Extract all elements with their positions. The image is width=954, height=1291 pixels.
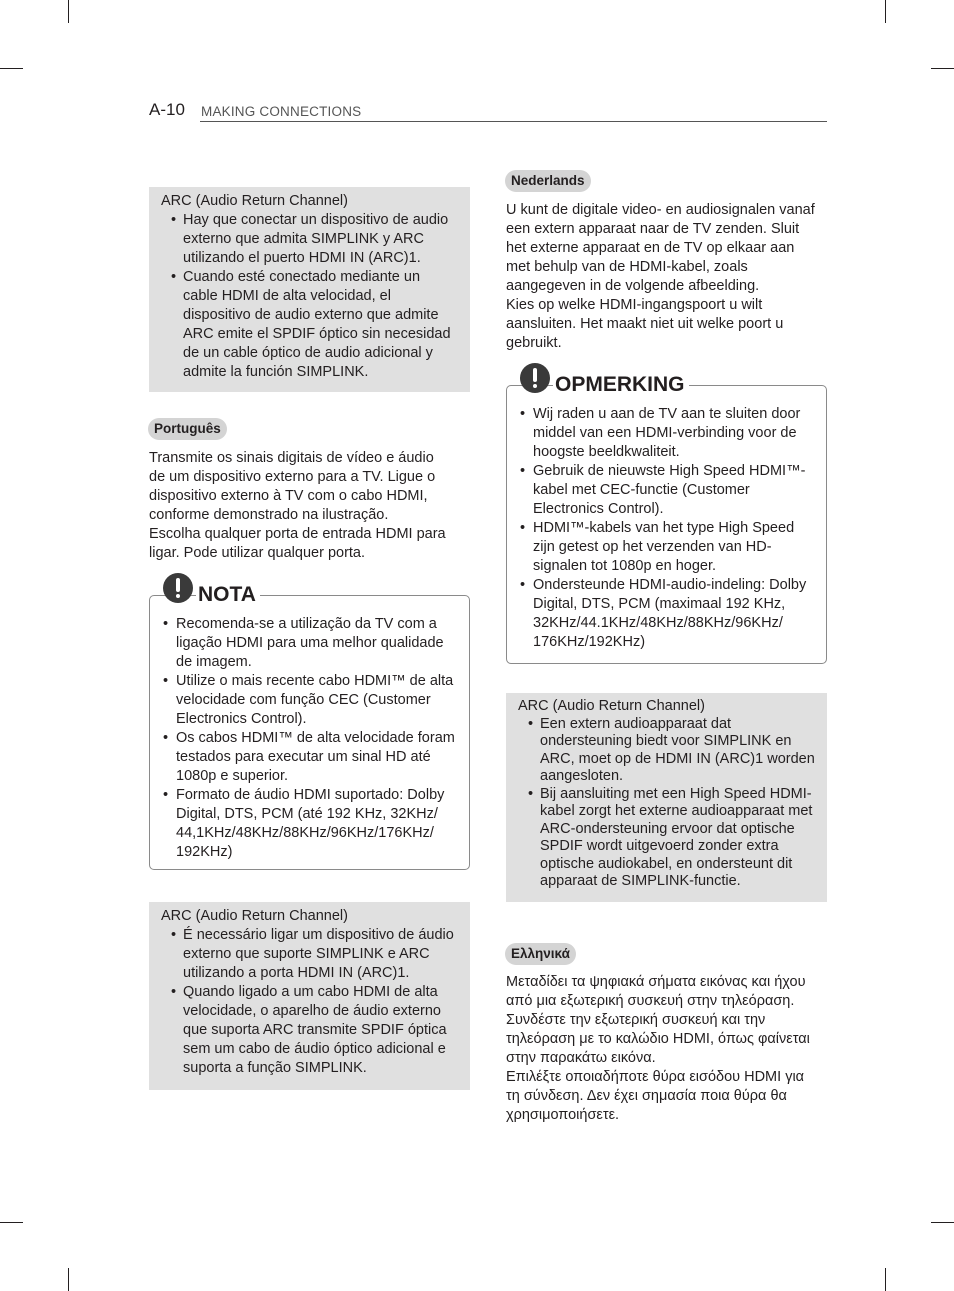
- crop-mark: [931, 1222, 954, 1223]
- crop-mark: [885, 0, 886, 23]
- list-item: • É necessário ligar um dispositivo de áudio externo que suporte SIMPLINK e ARC utilizando a porta HDMI IN (ARC)1.: [161, 926, 458, 983]
- arc-box-title: ARC (Audio Return Channel): [161, 193, 348, 209]
- arc-box-list: [518, 716, 815, 891]
- crop-mark: [68, 0, 69, 23]
- nota-list: [150, 615, 461, 862]
- arc-box-portugues: [149, 902, 470, 1090]
- language-label-portugues: Português: [148, 418, 227, 440]
- paragraph: Escolha qualquer porta de entrada HDMI para ligar. Pode utilizar qualquer porta.: [149, 526, 446, 561]
- crop-mark: [931, 68, 954, 69]
- arc-box-spanish: [149, 187, 470, 392]
- crop-mark: [0, 1222, 23, 1223]
- language-label-ellinika: Ελληνικά: [505, 943, 576, 965]
- list-item: • Cuando esté conectado mediante un cable HDMI de alta velocidad, el dispositivo de audio externo que admite ARC emite el SPDIF óptico sin necesidad de un cable óptico de audio adicional y admite la función SIMPLINK.: [161, 268, 458, 382]
- ellinika-body: [506, 973, 812, 1125]
- list-item: • Recomenda-se a utilização da TV com a ligação HDMI para uma melhor qualidade de imagem.: [150, 615, 461, 672]
- opmerking-list: [507, 405, 818, 652]
- list-item: • Formato de áudio HDMI suportado: Dolby Digital, DTS, PCM (até 192 KHz, 32KHz/ 44,1KHz/48KHz/88KHz/96KHz/176KHz/ 192KHz): [150, 786, 461, 862]
- crop-mark: [68, 1268, 69, 1291]
- list-item: • HDMI™-kabels van het type High Speed zijn getest op het verzenden van HD-signalen tot 1080p en hoger.: [507, 519, 818, 576]
- list-item: • Bij aansluiting met een High Speed HDMI-kabel zorgt het externe audioapparaat met ARC-ondersteuning ervoor dat optische SPDIF wordt uitgevoerd zonder extra optische audiokabel, en ondersteunt dit apparaat de SIMPLINK-functie.: [518, 786, 815, 891]
- page-number: A-10: [149, 100, 185, 119]
- exclamation-icon: [163, 573, 193, 603]
- exclamation-icon: [520, 363, 550, 393]
- paragraph: Transmite os sinais digitais de vídeo e áudio de um dispositivo externo para a TV. Ligue o dispositivo externo à TV com o cabo HDMI, conforme demonstrado na ilustração.: [149, 450, 436, 523]
- list-item: • Utilize o mais recente cabo HDMI™ de alta velocidade com função CEC (Customer Electronics Control).: [150, 672, 461, 729]
- list-item: • Os cabos HDMI™ de alta velocidade foram testados para executar um sinal HD até 1080p e superior.: [150, 729, 461, 786]
- list-item: • Ondersteunde HDMI-audio-indeling: Dolby Digital, DTS, PCM (maximaal 192 KHz, 32KHz/44.1KHz/48KHz/88KHz/96KHz/ 176KHz/192KHz): [507, 576, 818, 652]
- crop-mark: [0, 68, 23, 69]
- list-item: • Wij raden u aan de TV aan te sluiten door middel van een HDMI-verbinding voor de hoogste beeldkwaliteit.: [507, 405, 818, 462]
- arc-box-nederlands: [506, 693, 827, 902]
- arc-box-title: ARC (Audio Return Channel): [518, 698, 705, 714]
- paragraph: Kies op welke HDMI-ingangspoort u wilt aansluiten. Het maakt niet uit welke poort u gebruikt.: [506, 297, 784, 351]
- arc-box-list: [161, 926, 458, 1078]
- header-rule: [200, 121, 827, 122]
- arc-box-list: [161, 211, 458, 382]
- nota-title: NOTA: [196, 583, 260, 607]
- list-item: • Gebruik de nieuwste High Speed HDMI™-kabel met CEC-functie (Customer Electronics Control).: [507, 462, 818, 519]
- language-label-nederlands: Nederlands: [505, 170, 591, 192]
- paragraph: Επιλέξτε οποιαδήποτε θύρα εισόδου HDMI για τη σύνδεση. Δεν έχει σημασία ποια θύρα θα χρησιμοποιήσετε.: [506, 1069, 805, 1123]
- section-title: MAKING CONNECTIONS: [201, 104, 362, 119]
- list-item: • Quando ligado a um cabo HDMI de alta velocidade, o aparelho de áudio externo que suporta ARC transmite SPDIF óptica sem um cabo de áudio óptico adicional e suporta a função SIMPLINK.: [161, 983, 458, 1078]
- arc-box-title: ARC (Audio Return Channel): [161, 908, 348, 924]
- paragraph: Μεταδίδει τα ψηφιακά σήματα εικόνας και ήχου από μια εξωτερική συσκευή στην τηλεόραση. Συνδέστε την εξωτερική συσκευή και την τηλεόραση με το καλώδιο HDMI, όπως φαίνεται στην παρακάτω εικόνα.: [506, 974, 810, 1066]
- portugues-body: [149, 449, 449, 563]
- opmerking-box: [506, 385, 827, 664]
- nota-box: [149, 595, 470, 870]
- paragraph: U kunt de digitale video- en audiosignalen vanaf een extern apparaat naar de TV zenden. Sluit het externe apparaat en de TV op elkaar aan met behulp van de HDMI-kabel, zoals aangegeven in de volgende afbeelding.: [506, 202, 815, 294]
- list-item: • Een extern audioapparaat dat ondersteuning biedt voor SIMPLINK en ARC, moet op de HDMI IN (ARC)1 worden aangesloten.: [518, 716, 815, 786]
- opmerking-title: OPMERKING: [553, 373, 689, 397]
- nederlands-body: [506, 201, 822, 353]
- list-item: • Hay que conectar un dispositivo de audio externo que admita SIMPLINK y ARC utilizando el puerto HDMI IN (ARC)1.: [161, 211, 458, 268]
- crop-mark: [885, 1268, 886, 1291]
